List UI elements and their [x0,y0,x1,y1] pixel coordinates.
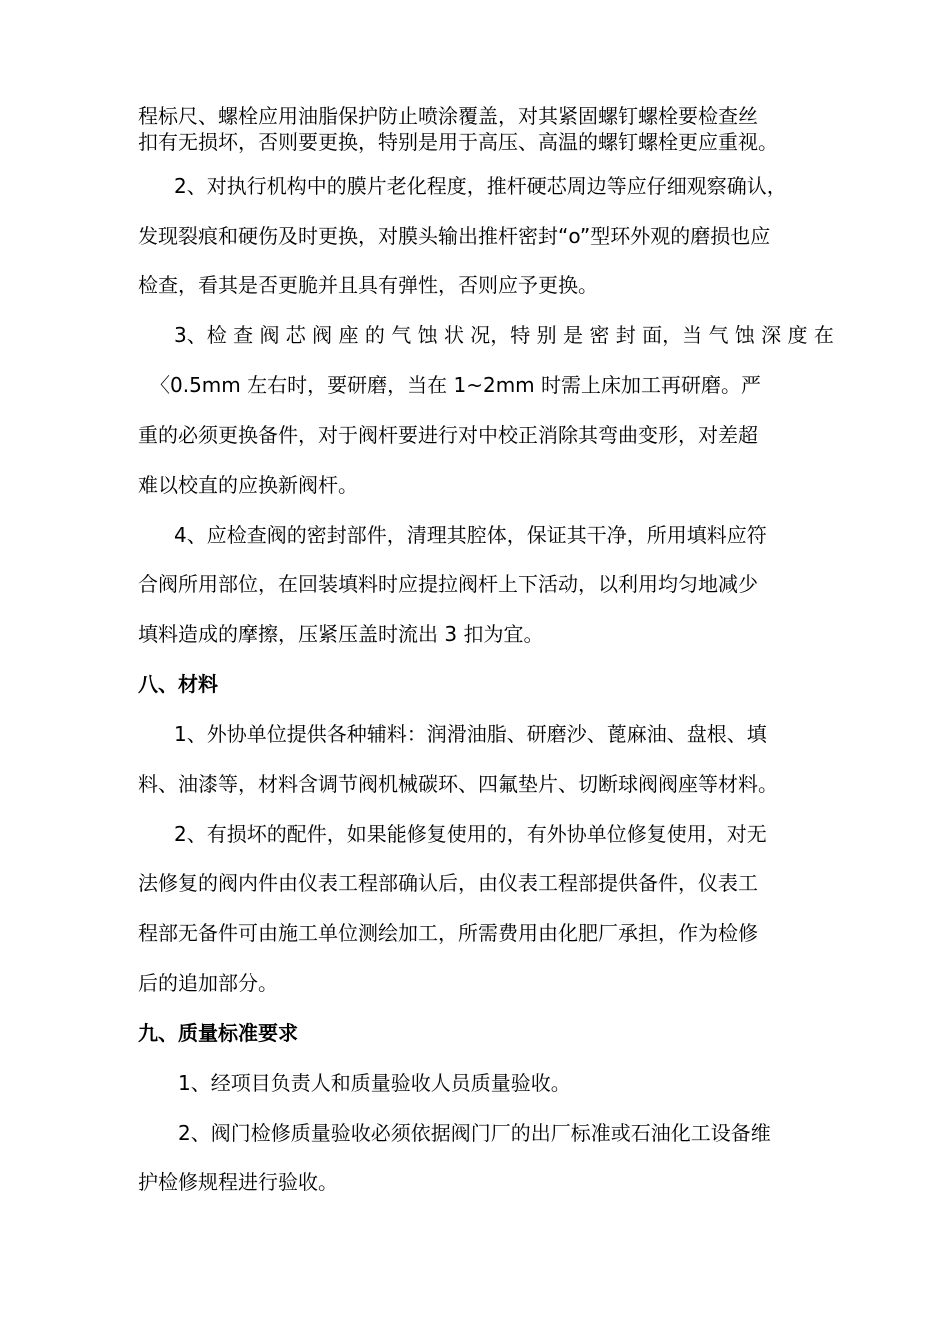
text-line: 重的必须更换备件，对于阀杆要进行对中校正消除其弯曲变形，对差超 [138,423,758,447]
text-line: 2、对执行机构中的膜片老化程度，推杆硬芯周边等应仔细观察确认， [174,174,787,198]
text-line: 发现裂痕和硬伤及时更换，对膜头输出推杆密封“o”型环外观的磨损也应 [138,224,771,248]
text-line: 后的追加部分。 [138,971,278,995]
text-line: 难以校直的应换新阀杆。 [138,473,358,497]
text-line: 填料造成的摩擦，压紧压盖时流出 3 扣为宜。 [138,622,544,646]
text-line: 2、有损坏的配件，如果能修复使用的，有外协单位修复使用，对无 [174,822,767,846]
text-line: 4、应检查阀的密封部件，清理其腔体，保证其干净，所用填料应符 [174,523,767,547]
text-line: 3、检 查 阀 芯 阀 座 的 气 蚀 状 况，特 别 是 密 封 面，当 气 蚀 深 度 在 [174,323,834,347]
text-line: 合阀所用部位，在回装填料时应提拉阀杆上下活动，以利用均匀地减少 [138,572,758,596]
section-heading: 九、质量标准要求 [138,1021,298,1045]
text-line: 程部无备件可由施工单位测绘加工，所需费用由化肥厂承担，作为检修 [138,921,758,945]
text-line: 1、经项目负责人和质量验收人员质量验收。 [178,1071,571,1095]
text-line: 〈0.5mm 左右时，要研磨，当在 1~2mm 时需上床加工再研磨。严 [150,373,762,397]
section-heading: 八、材料 [138,672,218,696]
text-line: 扣有无损坏，否则要更换，特别是用于高压、高温的螺钉螺栓更应重视。 [138,130,778,154]
text-line: 1、外协单位提供各种辅料：润滑油脂、研磨沙、蓖麻油、盘根、填 [174,722,767,746]
text-line: 护检修规程进行验收。 [138,1170,338,1194]
text-line: 程标尺、螺栓应用油脂保护防止喷涂覆盖，对其紧固螺钉螺栓要检查丝 [138,104,758,128]
text-line: 料、油漆等，材料含调节阀机械碳环、四氟垫片、切断球阀阀座等材料。 [138,772,778,796]
text-line: 2、阀门检修质量验收必须依据阀门厂的出厂标准或石油化工设备维 [178,1121,771,1145]
text-line: 检查，看其是否更脆并且具有弹性，否则应予更换。 [138,273,598,297]
text-line: 法修复的阀内件由仪表工程部确认后，由仪表工程部提供备件，仪表工 [138,871,758,895]
